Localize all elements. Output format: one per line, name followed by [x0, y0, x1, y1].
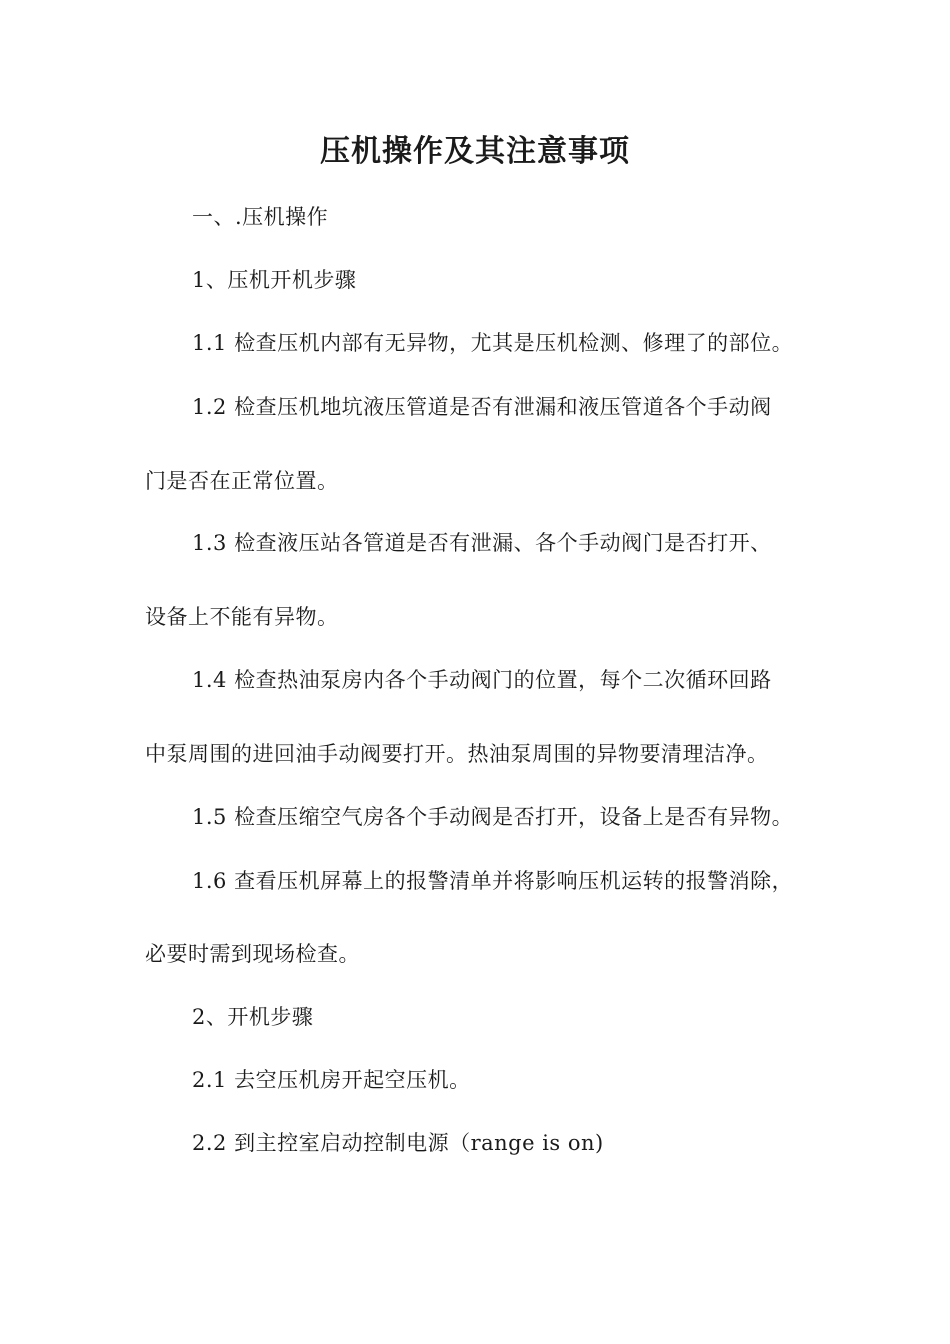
paragraph-continuation: 必要时需到现场检查。	[145, 942, 360, 966]
paragraph-line: 1.3 检查液压站各管道是否有泄漏、各个手动阀门是否打开、	[192, 531, 772, 555]
paragraph-line: 2.2 到主控室启动控制电源（range is on)	[192, 1131, 604, 1155]
paragraph-line: 1.2 检查压机地坑液压管道是否有泄漏和液压管道各个手动阀	[192, 395, 772, 419]
paragraph-line: 1.5 检查压缩空气房各个手动阀是否打开，设备上是否有异物。	[192, 805, 794, 829]
document-title: 压机操作及其注意事项	[320, 134, 630, 169]
section-heading: 一、.压机操作	[192, 205, 329, 229]
paragraph-continuation: 门是否在正常位置。	[145, 469, 339, 493]
paragraph-line: 2.1 去空压机房开起空压机。	[192, 1068, 471, 1092]
paragraph-line: 1.4 检查热油泵房内各个手动阀门的位置，每个二次循环回路	[192, 668, 772, 692]
subsection-heading: 2、开机步骤	[192, 1005, 314, 1029]
paragraph-line: 1.6 查看压机屏幕上的报警清单并将影响压机运转的报警消除，	[192, 869, 794, 893]
paragraph-line: 1.1 检查压机内部有无异物，尤其是压机检测、修理了的部位。	[192, 331, 794, 355]
subsection-heading: 1、压机开机步骤	[192, 268, 357, 292]
paragraph-continuation: 设备上不能有异物。	[145, 605, 339, 629]
paragraph-continuation: 中泵周围的进回油手动阀要打开。热油泵周围的异物要清理洁净。	[145, 742, 769, 766]
